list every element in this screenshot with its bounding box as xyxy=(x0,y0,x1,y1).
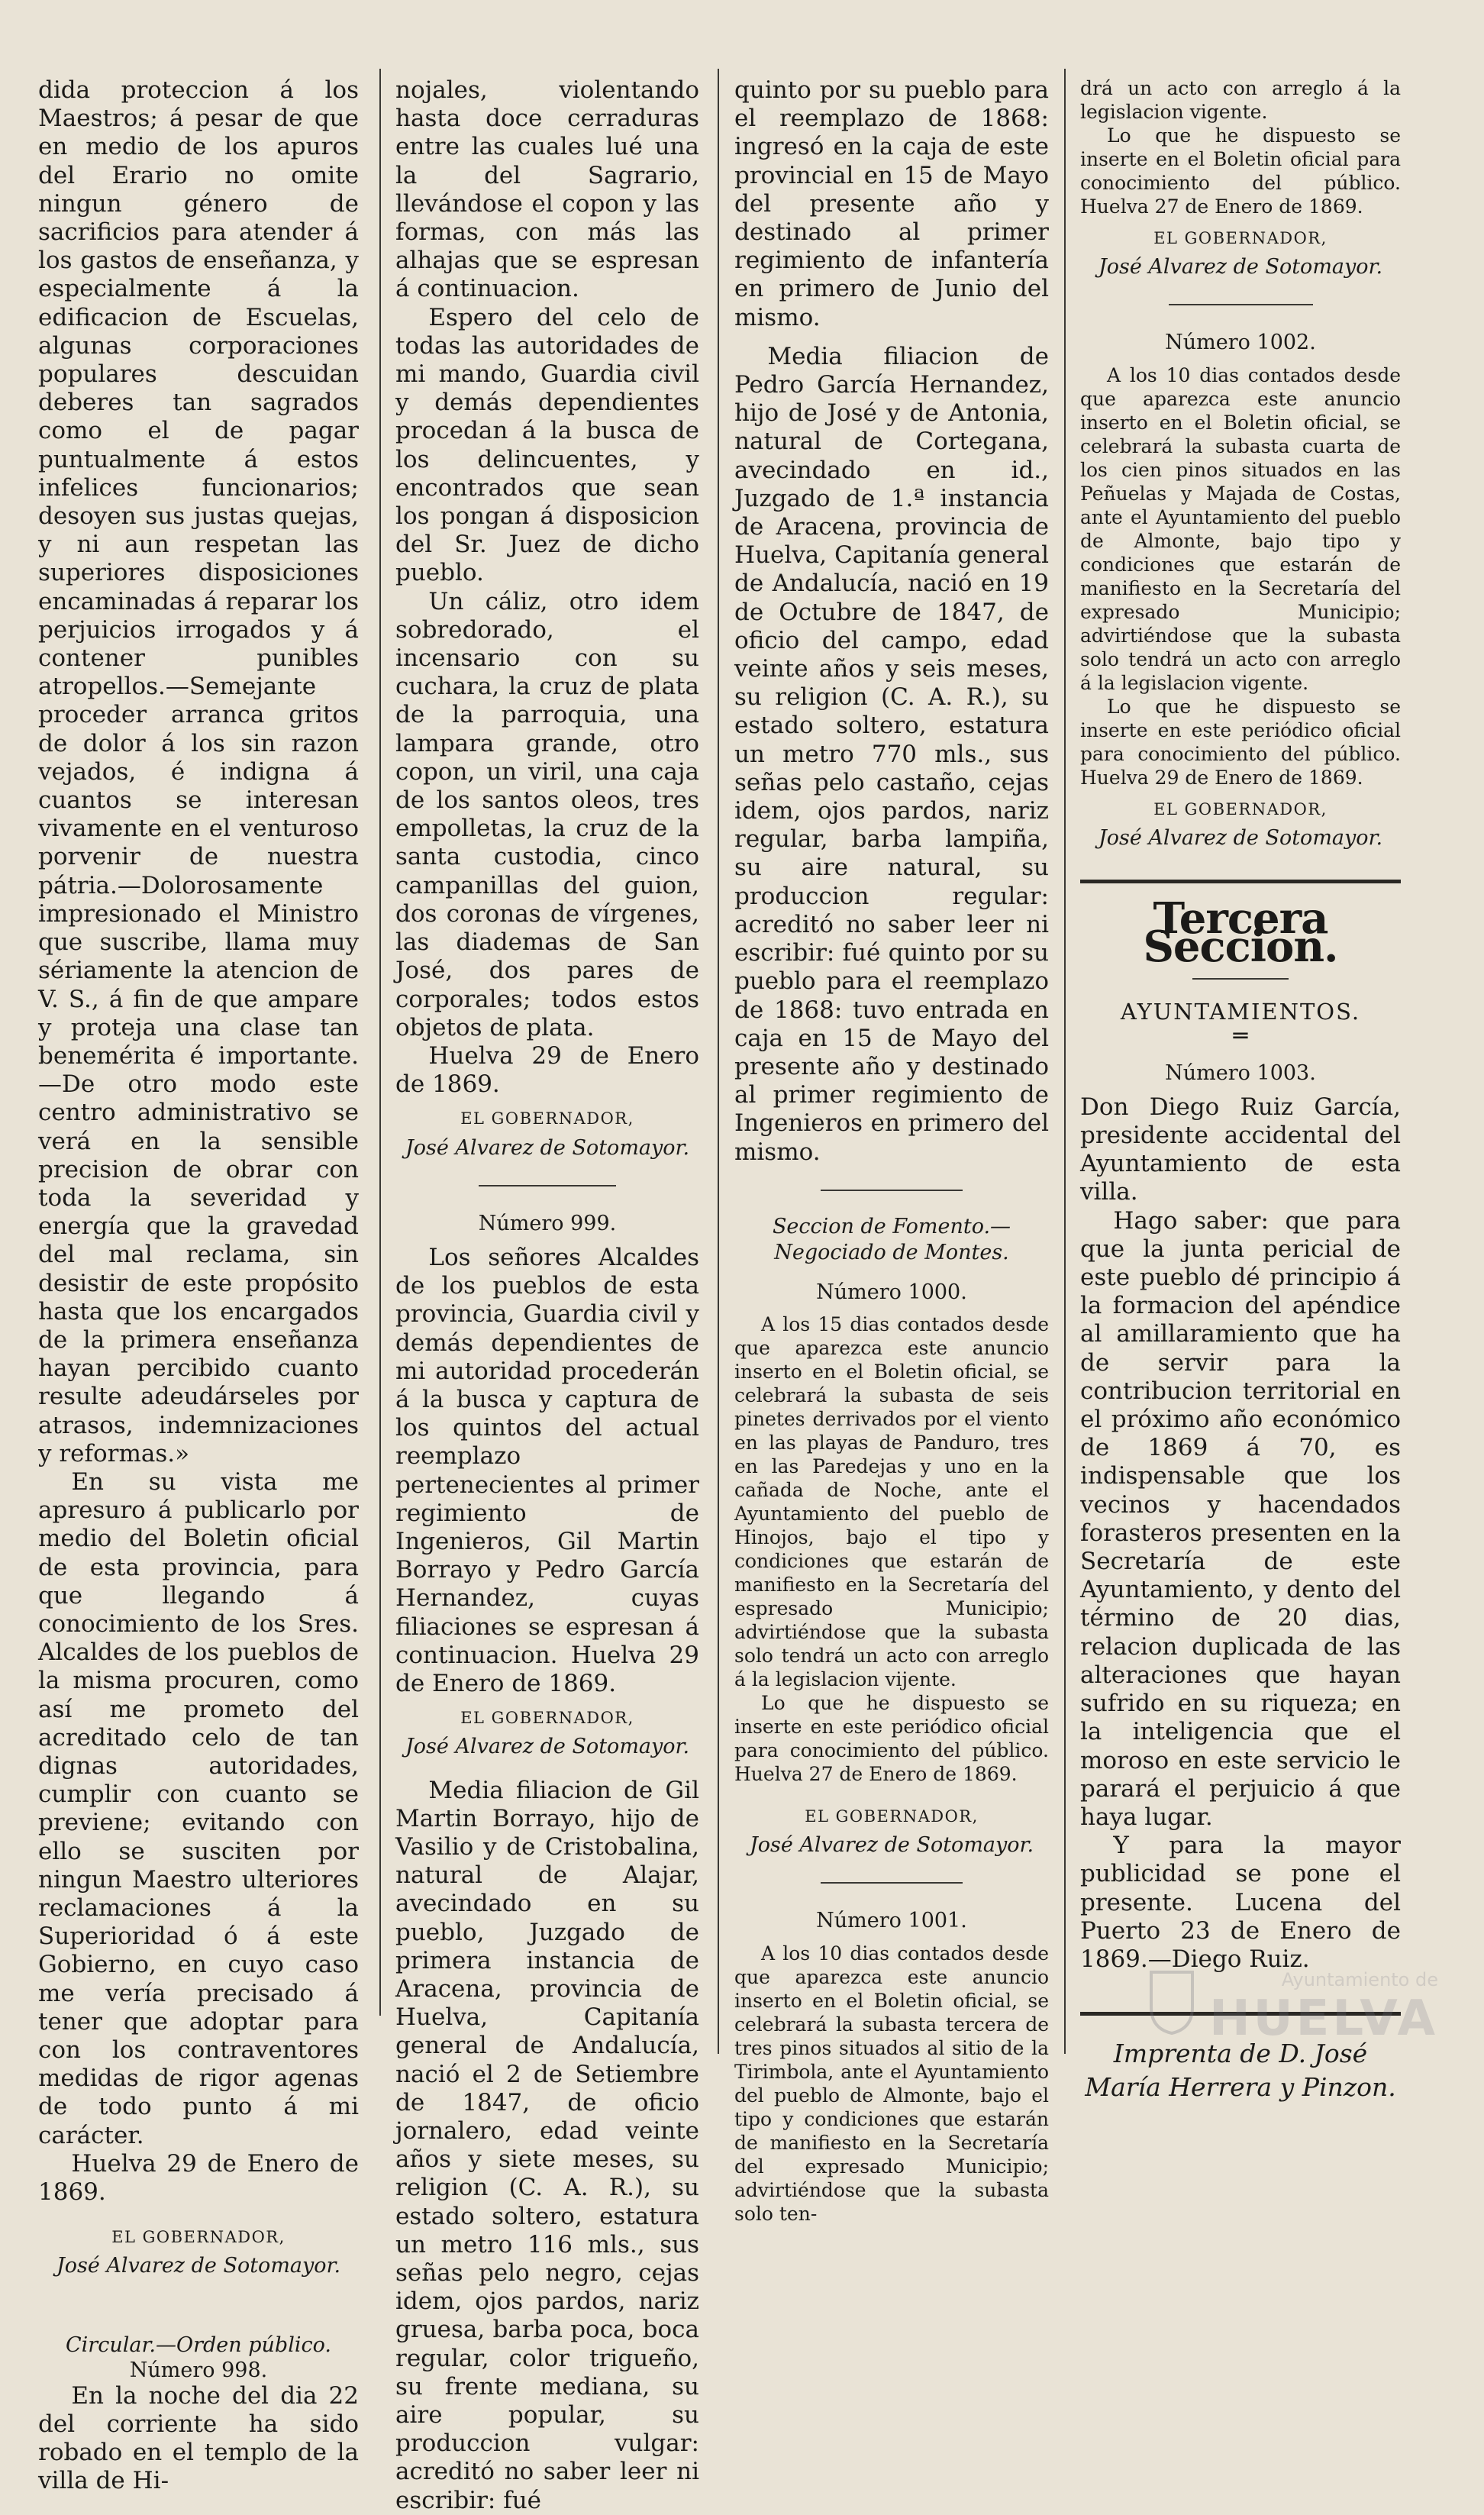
date-line: Huelva 29 de Enero de 1869. xyxy=(38,2149,359,2207)
column-3 xyxy=(734,76,1049,2225)
text-paragraph: Y para la mayor publicidad se pone el presente. Lucena del Puerto 23 de Enero de 1869.—Diego Ruiz. xyxy=(1080,1832,1401,1973)
text-paragraph: A los 10 dias contados desde que aparezca este anuncio inserto en el Boletin oficial, se celebrará la subasta cuarta de los cien pinos situados en las Peñuelas y Majada de Costas, ante el Ayuntamiento del pueblo de Almonte, bajo tipo y condiciones que estarán de manifiesto en la Secretaría del expresado Municipio; advirtiéndose que la subasta solo tendrá un acto con arreglo á la legislacion vigente. xyxy=(1080,363,1401,694)
column-1 xyxy=(38,76,359,2495)
notice-number: Número 1000. xyxy=(816,1280,967,1304)
ornament-rule xyxy=(1192,978,1289,980)
column-2 xyxy=(395,76,699,2514)
column-rule xyxy=(718,69,719,2054)
governor-title: EL GOBERNADOR, xyxy=(460,1709,634,1728)
text-paragraph: Don Diego Ruiz García, presidente accidental del Ayuntamiento de esta villa. xyxy=(1080,1093,1401,1206)
notice-number: Número 999. xyxy=(478,1211,617,1235)
date-line: Huelva 29 de Enero de 1869. xyxy=(395,1041,699,1099)
governor-title: EL GOBERNADOR, xyxy=(460,1109,634,1128)
governor-signature: José Alvarez de Sotomayor. xyxy=(749,1833,1034,1858)
circular-heading: Circular.—Orden público. xyxy=(66,2333,331,2357)
watermark-main: HUELVA xyxy=(1209,1990,1438,2047)
text-paragraph: Lo que he dispuesto se inserte en el Boletin oficial para conocimiento del público. Huelva 27 de Enero de 1869. xyxy=(1080,124,1401,218)
text-paragraph: Un cáliz, otro idem sobredorado, el incensario con su cuchara, la cruz de plata de la parroquia, una lampara grande, otro copon, un viril, una caja de los santos oleos, tres empolletas, la cruz de la santa custodia, cinco campanillas del guion, dos coronas de vírgenes, las diademas de San José, dos pares de corporales; todos estos objetos de plata. xyxy=(395,587,699,1041)
text-paragraph: Hago saber: que para que la junta pericial de este pueblo dé principio á la formacion del apéndice al amillaramiento que ha de servir para la contribucion territorial en el próximo año económico de 1869 á 70, es indispensable que los vecinos y hacendados forasteros presenten en la Secretaría de este Ayuntamiento, y dento del término de 20 dias, relacion duplicada de las alteraciones que hayan sufrido en su riqueza; en la inteligencia que el moroso en este servicio le parará el perjuicio á que haya lugar. xyxy=(1080,1206,1401,1831)
text-paragraph: quinto por su pueblo para el reemplazo de 1868: ingresó en la caja de este provincial en 15 de Mayo del presente año y destinado al primer regimiento de infantería en primero de Junio del mismo. xyxy=(734,76,1049,331)
governor-signature: José Alvarez de Sotomayor. xyxy=(405,1735,690,1759)
text-paragraph: En la noche del dia 22 del corriente ha sido robado en el templo de la villa de Hi- xyxy=(38,2381,359,2495)
text-paragraph: En su vista me apresuro á publicarlo por medio del Boletin oficial de esta provincia, para que llegando á conocimiento de los Sres. Alcaldes de los pueblos de la misma procuren, como así me prometo del acreditado celo de tan dignas autoridades, cumplir con cuanto se previene; evitando con ello se susciten por ningun Maestro ulteriores reclamaciones á la Superioridad ó á este Gobierno, en cuyo caso me vería precisado á tener que adoptar para con los contraventores medidas de rigor agenas de todo punto á mi carácter. xyxy=(38,1467,359,2149)
text-paragraph: drá un acto con arreglo á la legislacion vigente. xyxy=(1080,77,1401,123)
shield-icon xyxy=(1148,1969,1195,2035)
governor-signature: José Alvarez de Sotomayor. xyxy=(405,1135,690,1160)
printer-imprint: Imprenta de D. José María Herrera y Pinzon. xyxy=(1085,2039,1396,2103)
archive-watermark xyxy=(1209,1969,1438,2047)
column-4 xyxy=(1080,76,1401,2103)
text-paragraph: Lo que he dispuesto se inserte en este periódico oficial para conocimiento del público. Huelva 29 de Enero de 1869. xyxy=(1080,695,1401,789)
text-paragraph: Los señores Alcaldes de los pueblos de esta provincia, Guardia civil y demás dependientes de mi autoridad procederán á la busca y captura de los quintos del actual reemplazo pertenecientes al primer regimiento de Ingenieros, Gil Martin Borrayo y Pedro García Hernandez, cuyas filiaciones se espresan á continuacion. Huelva 29 de Enero de 1869. xyxy=(395,1243,699,1697)
text-paragraph: Media filiacion de Pedro García Hernandez, hijo de José y de Antonia, natural de Cortegana, avecindado en id., Juzgado de 1.ª instancia de Aracena, provincia de Huelva, Capitanía general de Andalucía, nació en 19 de Octubre de 1847, de oficio del campo, edad veinte años y seis meses, su religion (C. A. R.), su estado soltero, estatura un metro 770 mls., sus señas pelo castaño, cejas idem, ojos pardos, nariz regular, barba lampiña, su aire natural, su produccion regular: acreditó no saber leer ni escribir: fué quinto por su pueblo para el reemplazo de 1868: tuvo entrada en caja en 15 de Mayo del presente año y destinado al primer regimiento de Ingenieros en primero del mismo. xyxy=(734,342,1049,1166)
governor-title: EL GOBERNADOR, xyxy=(1153,799,1328,818)
text-paragraph: Media filiacion de Gil Martin Borrayo, hijo de Vasilio y de Cristobalina, natural de Alajar, avecindado en su pueblo, Juzgado de primera instancia de Aracena, provincia de Huelva, Capitanía general de Andalucía, nació el 2 de Setiembre de 1847, de oficio jornalero, edad veinte años y siete meses, su religion (C. A. R.), su estado soltero, estatura un metro 116 mls., sus señas pelo negro, cejas idem, ojos pardos, nariz gruesa, barba poca, boca regular, color trigueño, su frente mediana, su aire popular, su produccion vulgar: acreditó no saber leer ni escribir: fué xyxy=(395,1776,699,2514)
text-paragraph: A los 15 dias contados desde que aparezca este anuncio inserto en el Boletin oficial, se celebrará la subasta de seis pinetes derrivados por el viento en las playas de Panduro, tres en las Paredejas y uno en la cañada de Noche, ante el Ayuntamiento del pueblo de Hinojos, bajo el tipo y condiciones que estarán de manifiesto en la Secretaría del espresado Municipio; advirtiéndose que la subasta solo tendrá un acto con arreglo á la legislacion vijente. xyxy=(734,1312,1049,1690)
notice-number: Número 1001. xyxy=(816,1909,967,1933)
notice-number: Número 998. xyxy=(129,2358,268,2382)
notice-number: Número 1003. xyxy=(1165,1061,1316,1085)
separator xyxy=(821,1882,962,1884)
governor-signature: José Alvarez de Sotomayor. xyxy=(1098,825,1383,850)
section-rule xyxy=(1080,880,1401,883)
governor-signature: José Alvarez de Sotomayor. xyxy=(1098,255,1383,279)
ayuntamientos-heading: AYUNTAMIENTOS. xyxy=(1120,999,1361,1025)
column-rule xyxy=(379,69,381,2016)
text-paragraph: Lo que he dispuesto se inserte en este periódico oficial para conocimiento del público. Huelva 27 de Enero de 1869. xyxy=(734,1691,1049,1785)
watermark-top: Ayuntamiento de xyxy=(1281,1969,1438,1990)
separator xyxy=(821,1190,962,1191)
section-subheading: Seccion de Fomento.—Negociado de Montes. xyxy=(772,1214,1011,1264)
column-rule xyxy=(1064,69,1066,2054)
governor-signature: José Alvarez de Sotomayor. xyxy=(56,2254,341,2278)
separator xyxy=(1169,304,1313,305)
separator xyxy=(479,1185,615,1186)
text-paragraph: dida proteccion á los Maestros; á pesar de que en medio de los apuros del Erario no omite ningun género de sacrificios para atender á los gastos de enseñanza, y especialmente á la edificacion de Escuelas, algunas corporaciones populares descuidan deberes tan sagrados como el de pagar puntualmente á estos infelices funcionarios; desoyen sus justas quejas, y ni aun respetan las superiores disposiciones encaminadas á reparar los perjuicios irrogados y á contener punibles atropellos.—Semejante proceder arranca gritos de dolor á los sin razon vejados, é indigna á cuantos se interesan vivamente en el venturoso porvenir de nuestra pátria.—Dolorosamente impresionado el Ministro que suscribe, llama muy sériamente la atencion de V. S., á fin de que ampare y proteja una clase tan benemérita é importante.—De otro modo este centro administrativo se verá en la sensible precision de obrar con toda la severidad y energía que la gravedad del mal reclama, sin desistir de este propósito hasta que los encargados de la primera enseñanza hayan percibido cuanto resulte adeudárseles por atrasos, indemnizaciones y reformas.» xyxy=(38,76,359,1467)
text-paragraph: A los 10 dias contados desde que aparezca este anuncio inserto en el Boletin oficial, se celebrará la subasta tercera de tres pinos situados al sitio de la Tirimbola, ante el Ayuntamiento del pueblo de Almonte, bajo el tipo y condiciones que estarán de manifiesto en la Secretaría del expresado Municipio; advirtiéndose que la subasta solo ten- xyxy=(734,1942,1049,2225)
text-paragraph: Espero del celo de todas las autoridades de mi mando, Guardia civil y demás dependientes procedan á la busca de los delincuentes, y encontrados que sean los pongan á disposicion del Sr. Juez de dicho pueblo. xyxy=(395,303,699,587)
governor-title: EL GOBERNADOR, xyxy=(1153,229,1328,247)
governor-title: EL GOBERNADOR, xyxy=(805,1806,979,1826)
governor-title: EL GOBERNADOR, xyxy=(111,2228,286,2247)
notice-number: Número 1002. xyxy=(1165,331,1316,355)
section-title: Tercera Seccion. xyxy=(1143,893,1338,973)
double-rule: ═ xyxy=(1233,1022,1248,1050)
text-paragraph: nojales, violentando hasta doce cerraduras entre las cuales lué una la del Sagrario, llevándose el copon y las formas, con más las alhajas que se espresan á continuacion. xyxy=(395,76,699,303)
